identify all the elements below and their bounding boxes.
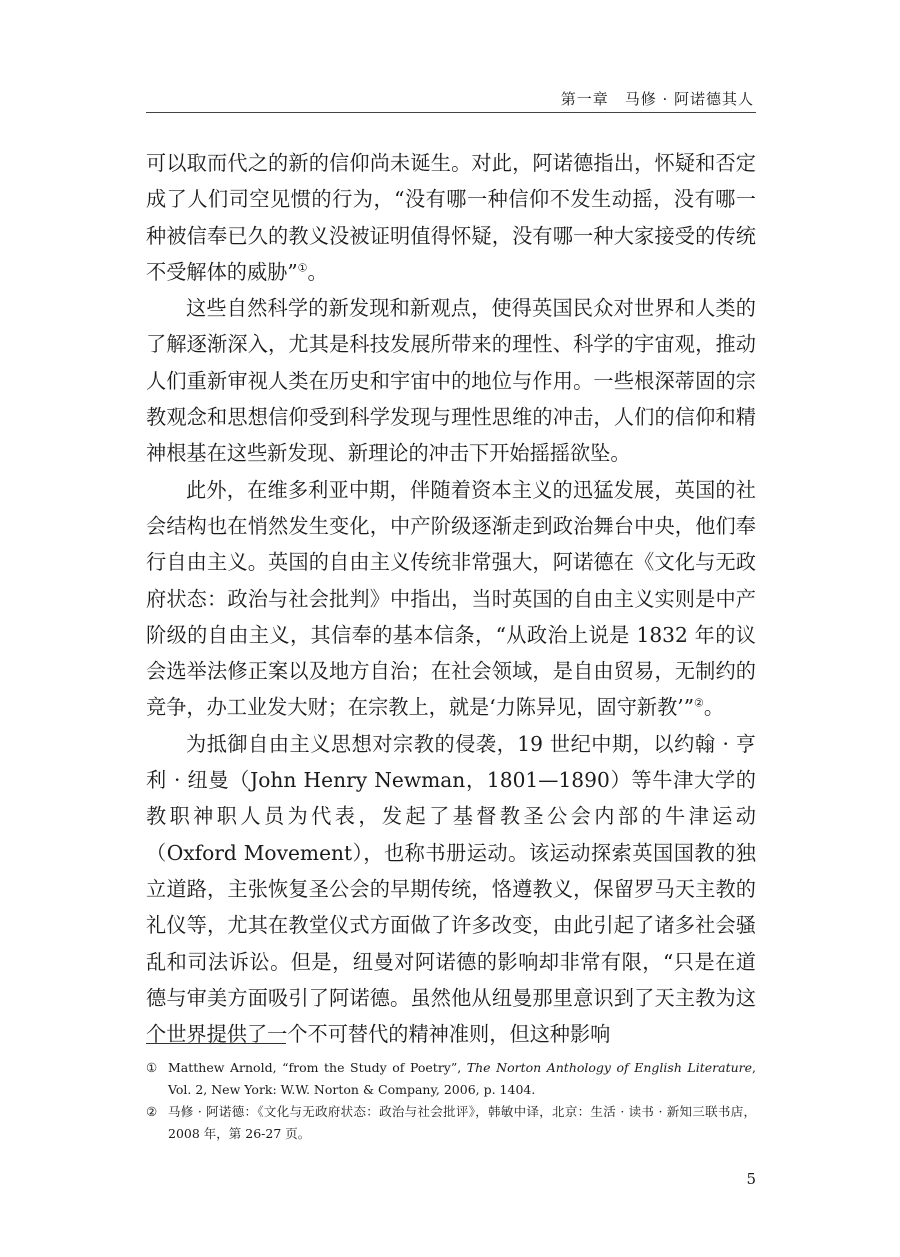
running-title: 第一章 马修 · 阿诺德其人 [560, 90, 754, 108]
paragraph-1 [146, 145, 756, 290]
footnote-text: 马修 · 阿诺德：《文化与无政府状态：政治与社会批评》，韩敏中译，北京：生活 · 读书 · 新知三联书店，2008 年，第 26-27 页。 [168, 1104, 756, 1141]
footnote-publication: , Vol. 2, New York: W.W. Norton & Company, 2006, p. 1404. [168, 1060, 756, 1097]
paragraph-4: 为抵御自由主义思想对宗教的侵袭，19 世纪中期，以约翰 · 亨利 · 纽曼（John Henry Newman，1801—1890）等牛津大学的教职神职人员为代表，发起了基督教圣公会内部的牛津运动（Oxford Movement），也称书册运动。该运动探索英国国教的独立道路，主张恢复圣公会的早期传统，恪遵教义，保留罗马天主教的礼仪等，尤其在教堂仪式方面做了许多改变，由此引起了诸多社会骚乱和司法诉讼。但是，纽曼对阿诺德的影响却非常有限，“只是在道德与审美方面吸引了阿诺德。虽然他从纽曼那里意识到了天主教为这个世界提供了一个不可替代的精神准则，但这种影响 [146, 731, 756, 1047]
page-number: 5 [746, 1170, 756, 1188]
header-rule [146, 112, 756, 113]
footnote-2 [146, 1101, 756, 1145]
paragraph-1-text: 可以取而代之的新的信仰尚未诞生。对此，阿诺德指出，怀疑和否定成了人们司空见惯的行为，“没有哪一种信仰不发生动摇，没有哪一种被信奉已久的教义没被证明值得怀疑，没有哪一种大家接受的传统不受解体的威胁” [146, 151, 756, 284]
page-body [146, 145, 756, 1052]
footnote-ref-2[interactable]: ② [694, 696, 704, 710]
running-header [146, 88, 754, 109]
paragraph-3 [146, 472, 756, 726]
footnote-number: ① [146, 1060, 158, 1075]
footnote-number: ② [146, 1104, 158, 1119]
paragraph-2: 这些自然科学的新发现和新观点，使得英国民众对世界和人类的了解逐渐深入，尤其是科技发展所带来的理性、科学的宇宙观，推动人们重新审视人类在历史和宇宙中的地位与作用。一些根深蒂固的宗教观念和思想信仰受到科学发现与理性思维的冲击，人们的信仰和精神根基在这些新发现、新理论的冲击下开始摇摇欲坠。 [146, 296, 756, 466]
footnotes [146, 1057, 756, 1145]
footnote-rule [146, 1043, 286, 1044]
footnote-book-title: The Norton Anthology of English Literature [466, 1060, 753, 1075]
footnote-1 [146, 1057, 756, 1101]
paragraph-3-end: 。 [703, 695, 725, 720]
footnote-ref-1[interactable]: ① [297, 261, 308, 275]
footnote-citation: Matthew Arnold, “from the Study of Poetry”, [168, 1060, 467, 1075]
footnote-text [168, 1057, 756, 1101]
paragraph-1-end: 。 [307, 259, 328, 284]
paragraph-3-text: 此外，在维多利亚中期，伴随着资本主义的迅猛发展，英国的社会结构也在悄然发生变化，中产阶级逐渐走到政治舞台中央，他们奉行自由主义。英国的自由主义传统非常强大，阿诺德在《文化与无政府状态：政治与社会批判》中指出，当时英国的自由主义实则是中产阶级的自由主义，其信奉的基本信条，“从政治上说是 1832 年的议会选举法修正案以及地方自治；在社会领域，是自由贸易，无制约的竞争，办工业发大财；在宗教上，就是‘力陈异见，固守新教’” [146, 477, 756, 720]
